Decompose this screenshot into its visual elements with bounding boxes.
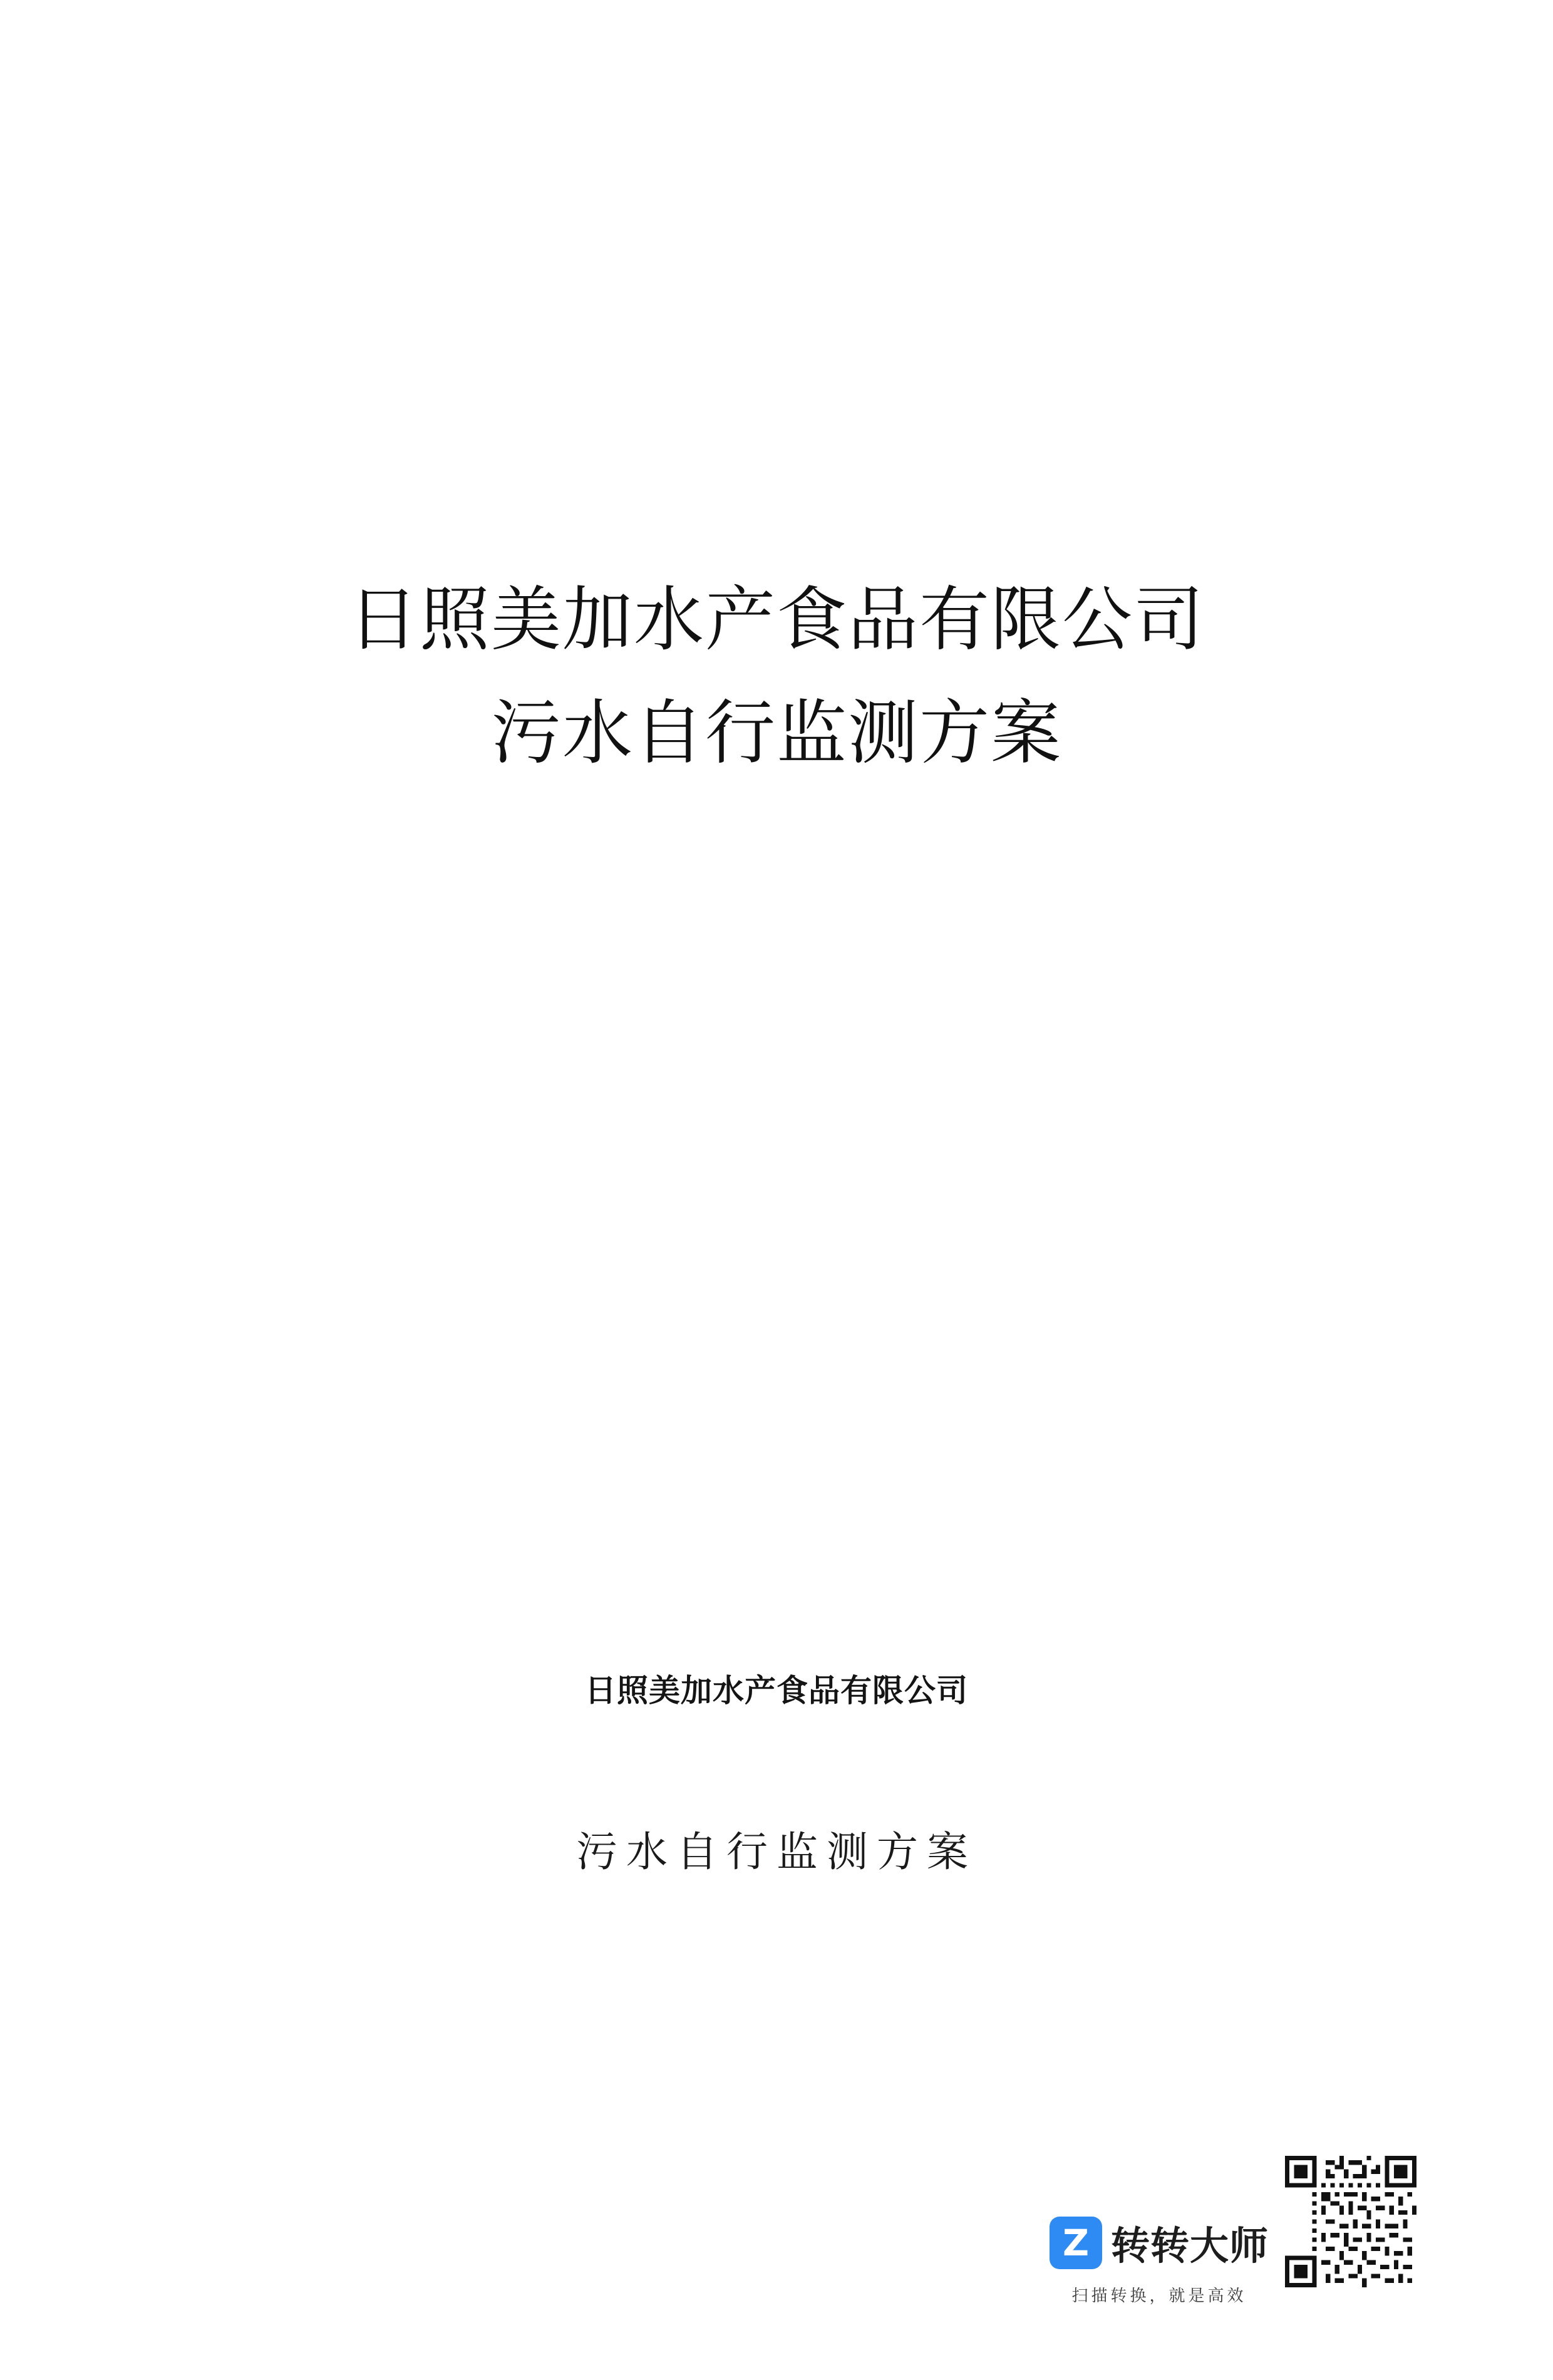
plan-name: 污水自行监测方案 — [576, 1828, 977, 1876]
brand-logo-letter: Z — [1062, 2221, 1090, 2264]
brand-slogan: 扫描转换，就是高效 — [1071, 2287, 1247, 2305]
cover-title-line-1: 日照美加水产食品有限公司 — [348, 579, 1205, 661]
watermark-logo-row — [1050, 2215, 1269, 2270]
cover-title-line-2: 污水自行监测方案 — [491, 693, 1062, 775]
qr-code-icon — [1285, 2156, 1416, 2287]
brand-logo-icon — [1050, 2217, 1102, 2269]
cover-subblock — [0, 1666, 1553, 1878]
cover-title — [0, 564, 1553, 791]
watermark-brand-left — [1050, 2215, 1269, 2306]
watermark-brand — [1050, 2156, 1416, 2306]
company-name: 日照美加水产食品有限公司 — [585, 1672, 968, 1709]
brand-name: 转转大师 — [1110, 2223, 1269, 2269]
